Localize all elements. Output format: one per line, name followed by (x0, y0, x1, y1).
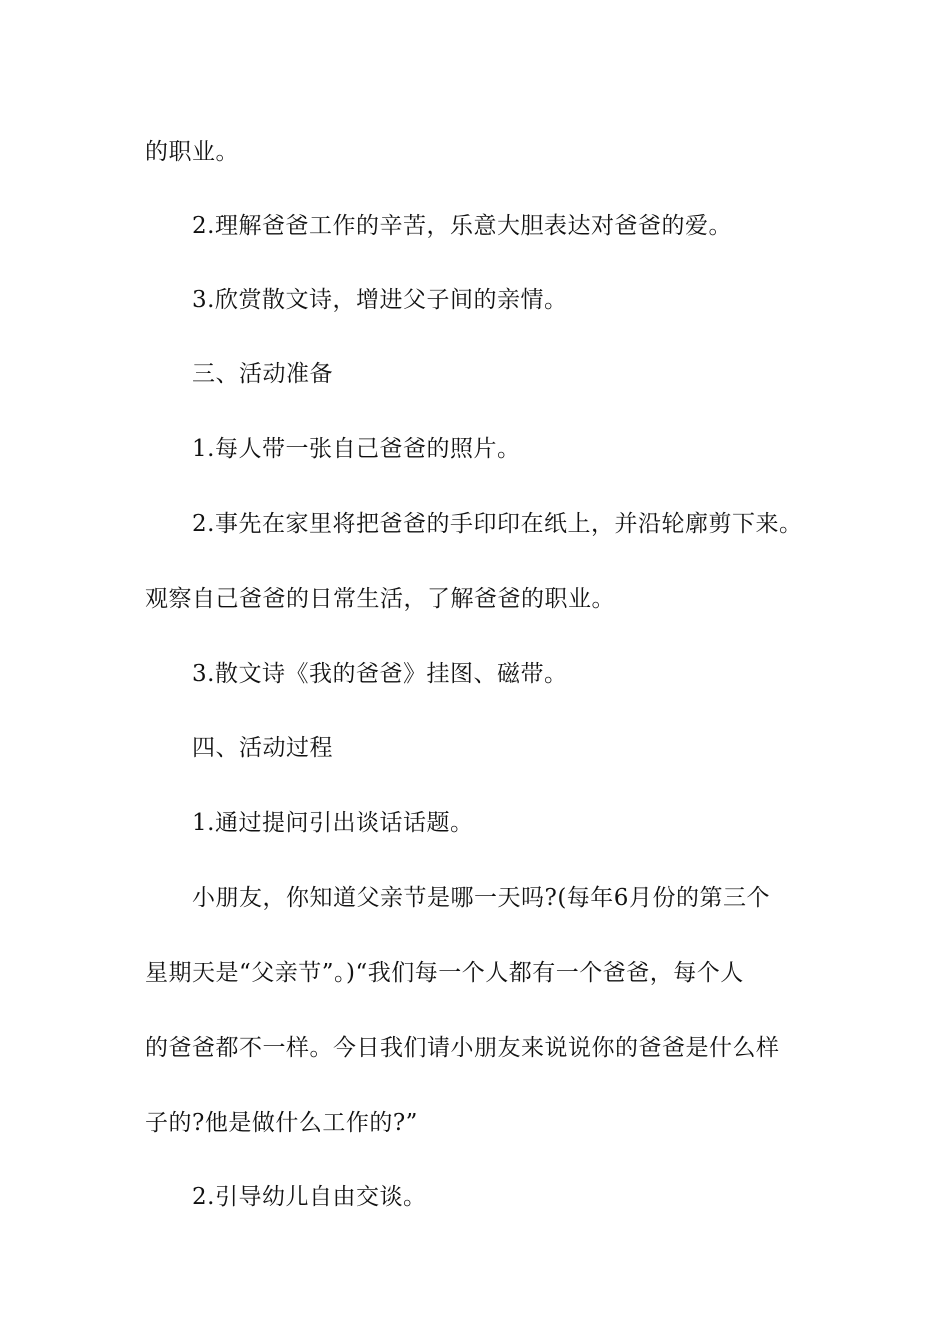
paragraph-line: 星期天是“父亲节”。)“我们每一个人都有一个爸爸，每个人 (145, 960, 744, 986)
paragraph-line: 小朋友，你知道父亲节是哪一天吗?(每年6月份的第三个 (192, 885, 770, 911)
text-line: 观察自己爸爸的日常生活，了解爸爸的职业。 (145, 586, 615, 612)
preparation-item-1: 1.每人带一张自己爸爸的照片。 (192, 436, 521, 462)
preparation-item-3: 3.散文诗《我的爸爸》挂图、磁带。 (192, 661, 568, 687)
preparation-item-2: 2.事先在家里将把爸爸的手印印在纸上，并沿轮廓剪下来。 (192, 511, 803, 537)
section-heading-process: 四、活动过程 (192, 735, 333, 761)
objective-item-3: 3.欣赏散文诗，增进父子间的亲情。 (192, 287, 568, 313)
section-heading-preparation: 三、活动准备 (192, 361, 333, 387)
process-item-2: 2.引导幼儿自由交谈。 (192, 1184, 427, 1210)
paragraph-line: 的爸爸都不一样。今日我们请小朋友来说说你的爸爸是什么样 (145, 1035, 780, 1061)
process-item-1: 1.通过提问引出谈话话题。 (192, 810, 474, 836)
paragraph-line: 子的?他是做什么工作的?” (145, 1110, 418, 1136)
objective-item-2: 2.理解爸爸工作的辛苦，乐意大胆表达对爸爸的爱。 (192, 213, 732, 239)
text-line: 的职业。 (145, 139, 239, 165)
